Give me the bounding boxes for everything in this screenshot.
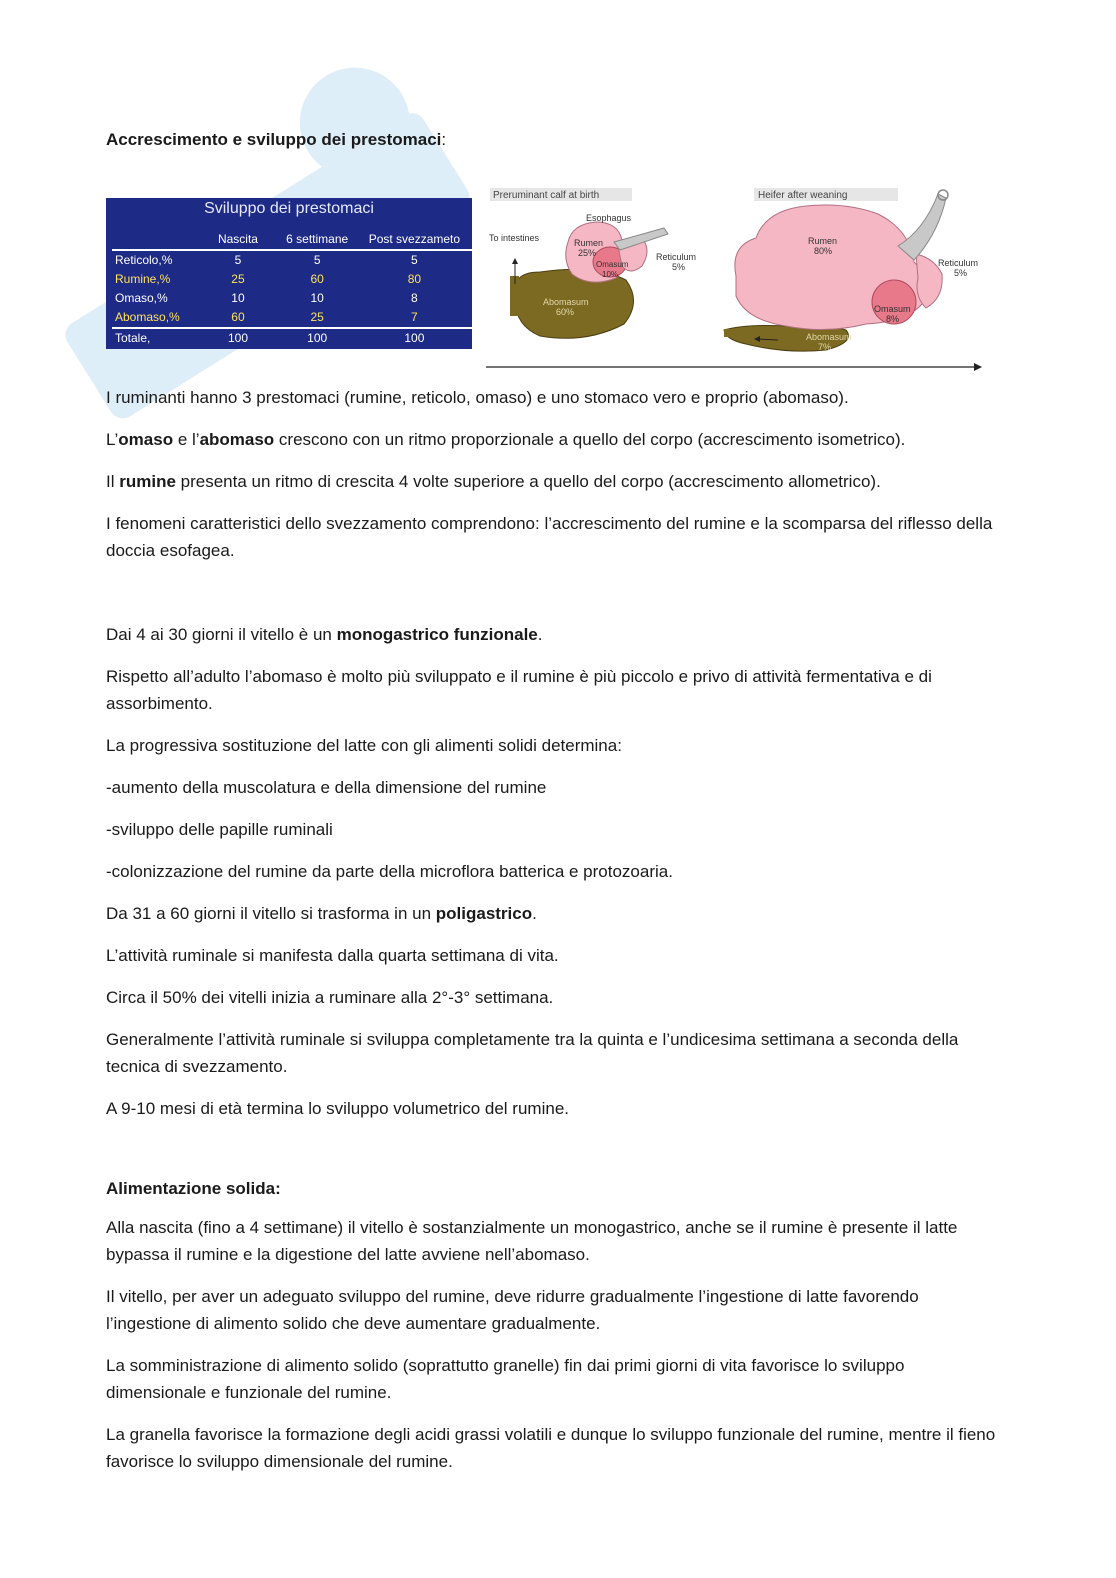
heifer-intestine-shape xyxy=(724,329,780,337)
paragraph xyxy=(106,1283,1006,1337)
table-cell: 60 xyxy=(310,272,324,286)
table-cell: 100 xyxy=(198,328,277,348)
time-axis-arrowhead xyxy=(974,363,982,371)
paragraph xyxy=(106,942,1006,969)
table-cell: 10 xyxy=(231,291,245,305)
bold-term: abomaso xyxy=(199,430,275,449)
paragraph-text: -sviluppo delle papille ruminali xyxy=(106,820,333,839)
paragraph xyxy=(106,1421,1006,1475)
stomach-development-diagram xyxy=(486,184,1006,379)
paragraph-text: e l’ xyxy=(173,430,200,449)
paragraph-text: La granella favorisce la formazione degli acidi grassi volatili e dunque lo sviluppo funzionale del rumine, mentre il fieno favorisce lo sviluppo dimensionale del rumine. xyxy=(106,1425,996,1471)
paragraph-text: Alla nascita (fino a 4 settimane) il vitello è sostanzialmente un monogastrico, anche se il rumine è presente il latte bypassa il rumine e la digestione del latte avviene nell’abomaso. xyxy=(106,1218,958,1264)
heifer-label-reticulum-pct: 5% xyxy=(954,268,968,278)
calf-label-abomasum: Abomasum xyxy=(543,297,589,307)
calf-label-rumen-pct: 25% xyxy=(578,248,597,258)
paragraph-text: -aumento della muscolatura e della dimensione del rumine xyxy=(106,778,547,797)
paragraph xyxy=(106,1095,1006,1122)
paragraph-group-feeding xyxy=(106,1214,1006,1475)
table-cell: 60 xyxy=(231,310,245,324)
table-title: Sviluppo dei prestomaci xyxy=(204,200,374,217)
paragraph xyxy=(106,816,1006,843)
paragraph-text: I ruminanti hanno 3 prestomaci (rumine, reticolo, omaso) e uno stomaco vero e proprio (abomaso). xyxy=(106,388,849,407)
table-row-label: Reticolo,% xyxy=(115,253,173,267)
paragraph xyxy=(106,900,1006,927)
calf-label-abomasum-pct: 60% xyxy=(556,307,575,317)
table-cell: 10 xyxy=(310,291,324,305)
calf-label-esophagus: Esophagus xyxy=(586,213,632,223)
table-header-row xyxy=(112,232,472,250)
diagram-title-left: Preruminant calf at birth xyxy=(493,190,600,201)
paragraph-text: Il vitello, per aver un adeguato sviluppo del rumine, deve ridurre gradualmente l’ingestione di latte favorendo l’ingestione di alimento solido che deve aumentare gradualmente. xyxy=(106,1287,919,1333)
bold-term: rumine xyxy=(119,472,176,491)
paragraph-text: L’attività ruminale si manifesta dalla quarta settimana di vita. xyxy=(106,946,559,965)
section-heading-alimentazione: Alimentazione solida: xyxy=(106,1179,281,1198)
heifer-label-rumen: Rumen xyxy=(808,236,838,246)
calf-label-reticulum: Reticulum xyxy=(656,252,697,262)
calf-label-omasum: Omasum xyxy=(596,260,629,269)
paragraph-text: L’ xyxy=(106,430,119,449)
table-row-label: Rumine,% xyxy=(115,272,171,286)
bold-term: omaso xyxy=(118,430,174,449)
table-header-cell: Nascita xyxy=(198,232,277,250)
paragraph xyxy=(106,1214,1006,1268)
table-cell: 7 xyxy=(411,310,418,324)
paragraph-group-anatomy xyxy=(106,384,1006,564)
table-cell: 100 xyxy=(278,328,357,348)
paragraph-text: La progressiva sostituzione del latte con gli alimenti solidi determina: xyxy=(106,736,622,755)
paragraph-text: I fenomeni caratteristici dello svezzamento comprendono: l’accrescimento del rumine e la scomparsa del riflesso della doccia esofagea. xyxy=(106,514,993,560)
paragraph-text: A 9-10 mesi di età termina lo sviluppo volumetrico del rumine. xyxy=(106,1099,569,1118)
calf-label-rumen: Rumen xyxy=(574,238,604,248)
calf-label-reticulum-pct: 5% xyxy=(672,262,686,272)
paragraph xyxy=(106,774,1006,801)
heifer-esophagus-shape xyxy=(898,194,946,260)
calf-label-omasum-pct: 10% xyxy=(602,270,619,279)
table-row xyxy=(112,328,472,348)
table-cell: 5 xyxy=(313,253,321,267)
table-row xyxy=(112,289,472,308)
paragraph-text: -colonizzazione del rumine da parte della microflora batterica e protozoaria. xyxy=(106,862,673,881)
paragraph-text: Da 31 a 60 giorni il vitello si trasforma in un xyxy=(106,904,436,923)
table-row xyxy=(112,308,472,328)
bold-term: poligastrico xyxy=(435,904,533,923)
table-cell: 100 xyxy=(357,328,472,348)
paragraph-text: crescono con un ritmo proporzionale a quello del corpo (accrescimento isometrico). xyxy=(274,430,906,449)
paragraph xyxy=(106,663,1006,717)
paragraph xyxy=(106,468,1006,495)
paragraph-group-development xyxy=(106,621,1006,1122)
paragraph-text: Rispetto all’adulto l’abomaso è molto più sviluppato e il rumine è più piccolo e privo di attività fermentativa e di assorbimento. xyxy=(106,667,932,713)
table-row xyxy=(112,250,472,270)
table-cell: 80 xyxy=(407,272,422,286)
paragraph-text: Dai 4 ai 30 giorni il vitello è un xyxy=(106,625,337,644)
diagram-title-right: Heifer after weaning xyxy=(758,190,848,201)
table-header-cell: Post svezzameto xyxy=(357,232,472,250)
paragraph-text: Generalmente l’attività ruminale si sviluppa completamente tra la quinta e l’undicesima settimana a seconda della tecnica di svezzamento. xyxy=(106,1030,959,1076)
paragraph-text: Circa il 50% dei vitelli inizia a ruminare alla 2°-3° settimana. xyxy=(106,988,554,1007)
paragraph xyxy=(106,732,1006,759)
paragraph xyxy=(106,1026,1006,1080)
paragraph xyxy=(106,384,1006,411)
table-cell: 8 xyxy=(411,291,418,305)
bold-term: monogastrico funzionale xyxy=(336,625,538,644)
table-row-label: Totale, xyxy=(112,328,198,348)
paragraph xyxy=(106,858,1006,885)
table-header-cell: 6 settimane xyxy=(278,232,357,250)
paragraph-text: . xyxy=(532,904,537,923)
table-header-cell xyxy=(112,232,198,250)
table-row xyxy=(112,270,472,289)
figure-row xyxy=(106,154,1006,384)
heifer-label-reticulum: Reticulum xyxy=(938,258,979,268)
paragraph xyxy=(106,621,1006,648)
heifer-label-omasum-pct: 8% xyxy=(886,314,900,324)
paragraph-text: . xyxy=(537,625,543,644)
paragraph-text: La somministrazione di alimento solido (soprattutto granelle) fin dai primi giorni di vita favorisce lo sviluppo dimensionale e funzionale del rumine. xyxy=(106,1356,905,1402)
heifer-label-abomasum-pct: 7% xyxy=(818,342,832,352)
table-cell: 25 xyxy=(310,310,324,324)
paragraph xyxy=(106,1352,1006,1406)
table-row-label: Abomaso,% xyxy=(115,310,180,324)
paragraph-text: presenta un ritmo di crescita 4 volte superiore a quello del corpo (accrescimento allometrico). xyxy=(175,472,881,491)
section-heading-prestomaci: Accrescimento e sviluppo dei prestomaci: xyxy=(106,130,447,149)
table-cell: 5 xyxy=(234,253,242,267)
paragraph xyxy=(106,510,1006,564)
heifer-label-omasum: Omasum xyxy=(874,304,911,314)
to-intestines-arrowhead xyxy=(512,258,518,264)
heifer-label-rumen-pct: 80% xyxy=(814,246,833,256)
paragraph xyxy=(106,426,1006,453)
prestomaci-table xyxy=(106,198,472,349)
table-row-label: Omaso,% xyxy=(115,291,168,305)
heifer-label-abomasum: Abomasum xyxy=(806,332,852,342)
table-cell: 25 xyxy=(231,272,245,286)
paragraph xyxy=(106,984,1006,1011)
paragraph-text: Il xyxy=(106,472,120,491)
table-cell: 5 xyxy=(411,253,418,267)
document-page xyxy=(106,130,1006,1490)
calf-label-to-intestines: To intestines xyxy=(489,233,540,243)
